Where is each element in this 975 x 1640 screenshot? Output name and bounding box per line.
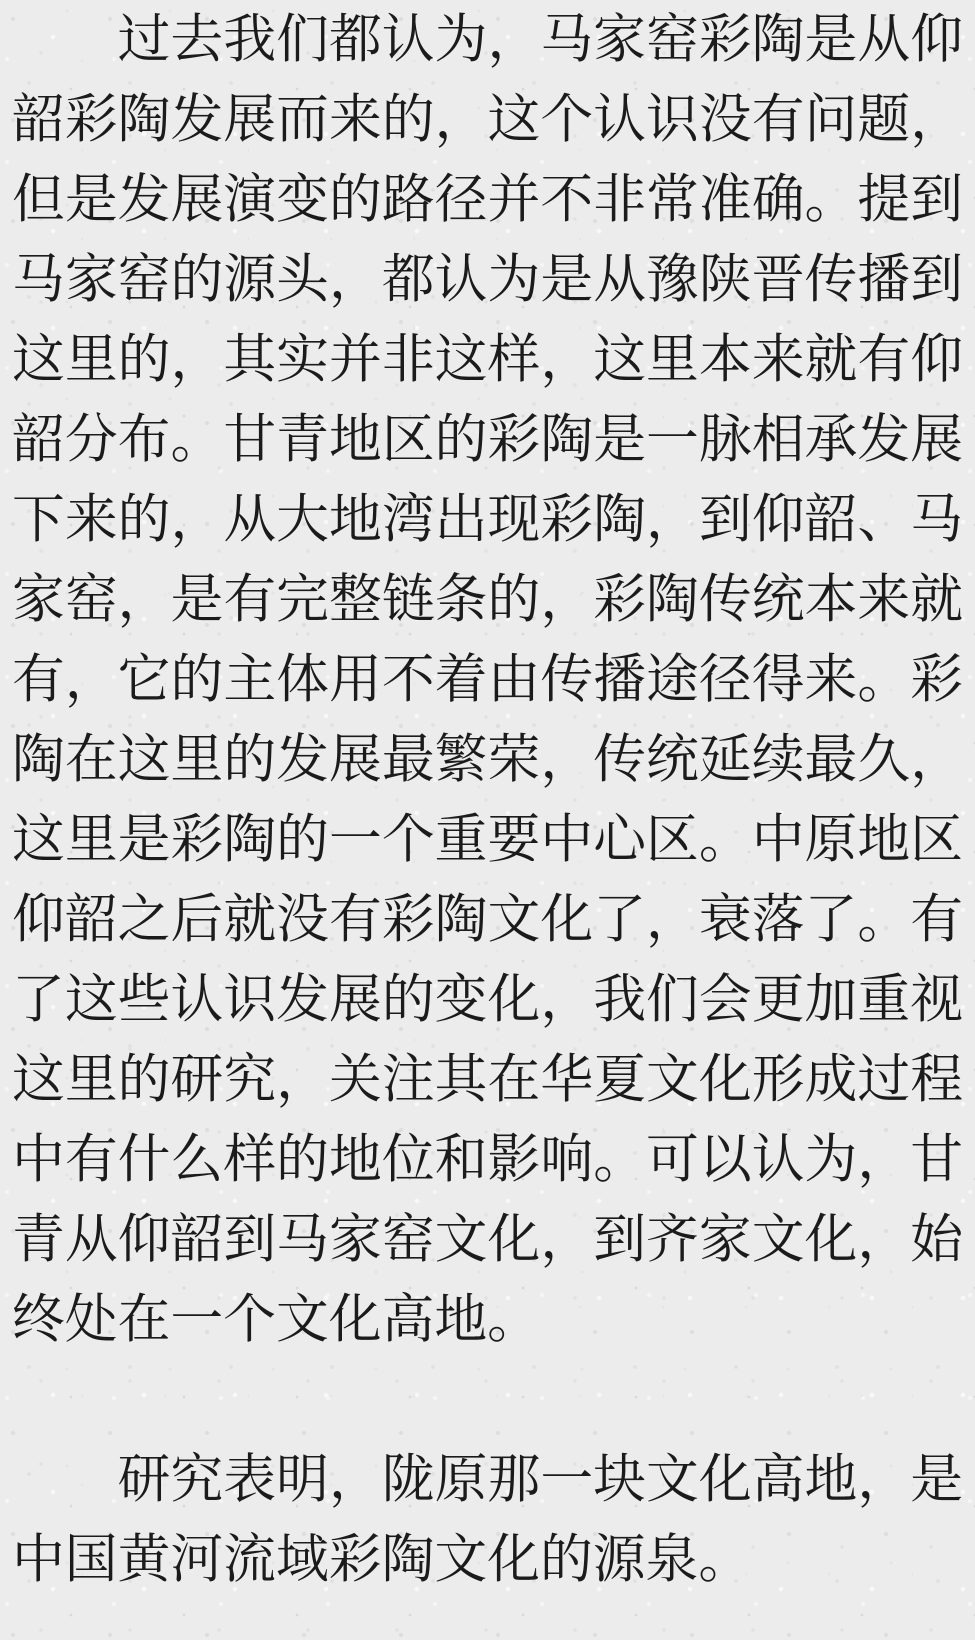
- body-paragraph: 研究表明，陇原那一块文化高地，是中国黄河流域彩陶文化的源泉。: [12, 1450, 963, 1589]
- body-paragraph: 过去我们都认为，马家窑彩陶是从仰韶彩陶发展而来的，这个认识没有问题，但是发展演变的路径并不非常准确。提到马家窑的源头，都认为是从豫陕晋传播到这里的，其实并非这样，这里本来就有仰韶分布。甘青地区的彩陶是一脉相承发展下来的，从大地湾出现彩陶，到仰韶、马家窑，是有完整链条的，彩陶传统本来就有，它的主体用不着由传播途径得来。彩陶在这里的发展最繁荣，传统延续最久，这里是彩陶的一个重要中心区。中原地区仰韶之后就没有彩陶文化了，衰落了。有了这些认识发展的变化，我们会更加重视这里的研究，关注其在华夏文化形成过程中有什么样的地位和影响。可以认为，甘青从仰韶到马家窑文化，到齐家文化，始终处在一个文化高地。: [12, 10, 963, 1349]
